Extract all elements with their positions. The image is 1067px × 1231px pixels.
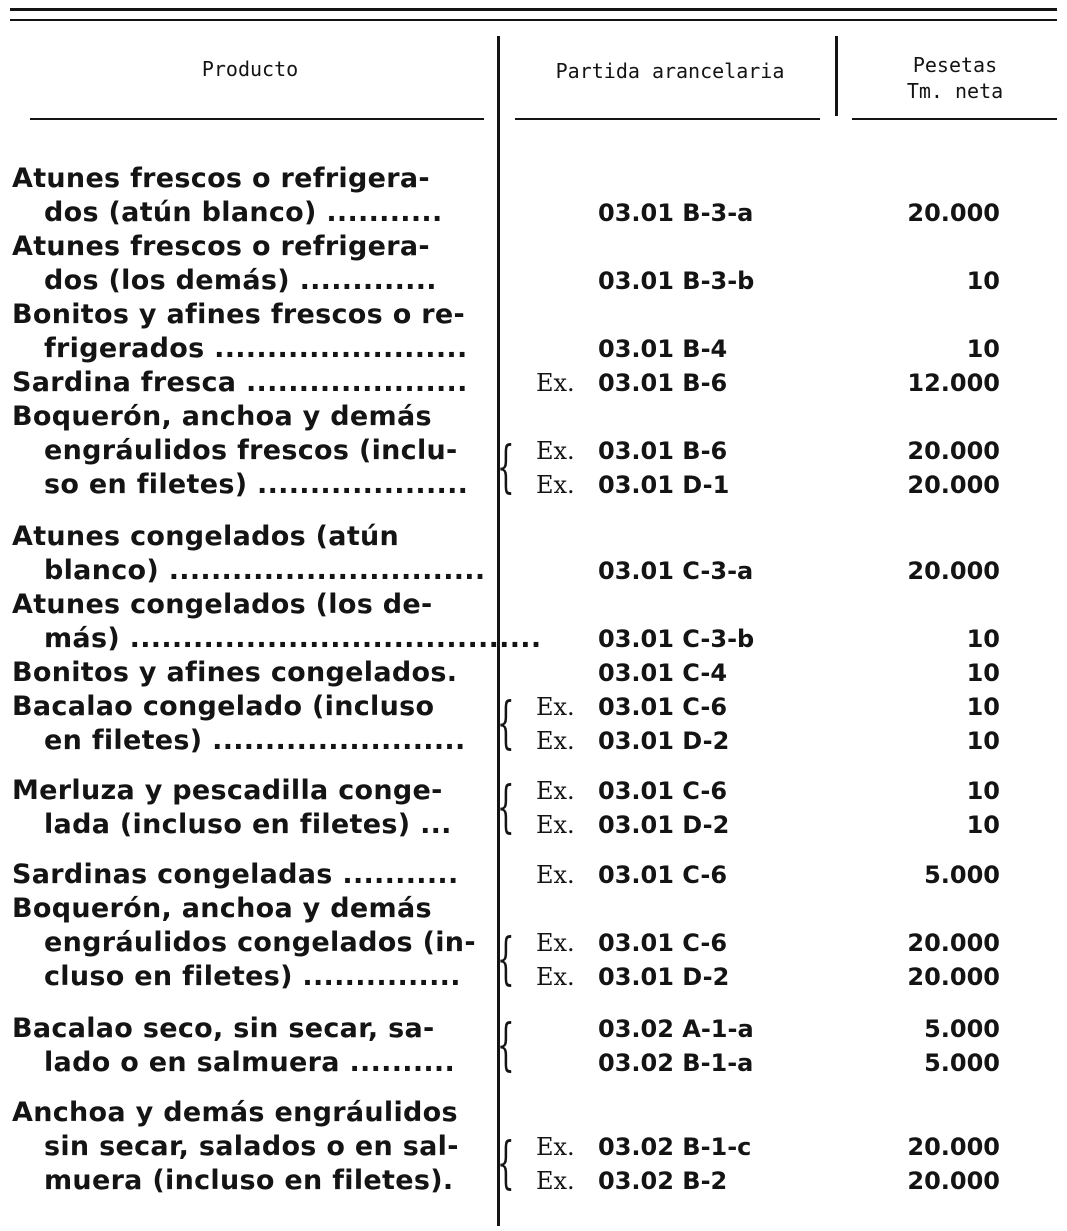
header-pesetas-line2: Tm. neta bbox=[906, 79, 1004, 103]
product-cell bbox=[12, 690, 488, 758]
code-value: 03.01 D-2 bbox=[598, 811, 730, 839]
pesetas-value: 20.000 bbox=[907, 1133, 1000, 1161]
product-cell bbox=[12, 298, 488, 366]
ex-prefix: Ex. bbox=[536, 471, 575, 499]
product-line: Sardina fresca ..................... bbox=[12, 367, 468, 398]
product-line: en filetes) ........................ bbox=[44, 725, 466, 756]
pesetas-value: 10 bbox=[966, 693, 1000, 721]
product-line: Atunes frescos o refrigera- bbox=[12, 231, 430, 262]
code-value: 03.02 A-1-a bbox=[598, 1015, 754, 1043]
product-line: Atunes congelados (los de- bbox=[12, 589, 433, 620]
product-line: Anchoa y demás engráulidos bbox=[12, 1097, 458, 1128]
code-value: 03.01 C-6 bbox=[598, 929, 728, 957]
pesetas-value: 10 bbox=[966, 811, 1000, 839]
pesetas-value: 10 bbox=[966, 727, 1000, 755]
pesetas-value: 10 bbox=[966, 625, 1000, 653]
brace-icon: { bbox=[496, 1131, 515, 1196]
code-value: 03.01 D-1 bbox=[598, 471, 730, 499]
code-value: 03.01 C-6 bbox=[598, 861, 728, 889]
code-value: 03.01 B-3-b bbox=[598, 267, 755, 295]
code-value: 03.02 B-1-a bbox=[598, 1049, 754, 1077]
brace-icon: { bbox=[496, 927, 515, 992]
product-line: Bacalao seco, sin secar, sa- bbox=[12, 1013, 435, 1044]
header-underline-producto bbox=[30, 118, 484, 120]
column-separator-right bbox=[835, 36, 838, 116]
tariff-code bbox=[536, 926, 836, 960]
tariff-code bbox=[536, 332, 836, 366]
ex-prefix: Ex. bbox=[536, 369, 575, 397]
tariff-code bbox=[536, 774, 836, 808]
code-value: 03.01 C-3-a bbox=[598, 557, 754, 585]
code-value: 03.01 B-3-a bbox=[598, 199, 754, 227]
pesetas-value: 10 bbox=[966, 267, 1000, 295]
pesetas-value: 5.000 bbox=[924, 1049, 1000, 1077]
ex-prefix: Ex. bbox=[536, 777, 575, 805]
tariff-code bbox=[536, 858, 836, 892]
tariff-code bbox=[536, 196, 836, 230]
ex-prefix: Ex. bbox=[536, 1167, 575, 1195]
product-line: Atunes frescos o refrigera- bbox=[12, 163, 430, 194]
code-value: 03.01 D-2 bbox=[598, 727, 730, 755]
tariff-code bbox=[536, 1130, 836, 1164]
tariff-code bbox=[536, 1012, 836, 1046]
ex-prefix: Ex. bbox=[536, 1133, 575, 1161]
tariff-code bbox=[536, 468, 836, 502]
tariff-code bbox=[536, 724, 836, 758]
ex-prefix: Ex. bbox=[536, 811, 575, 839]
tariff-code bbox=[536, 808, 836, 842]
product-cell bbox=[12, 774, 488, 842]
tariff-code bbox=[536, 1046, 836, 1080]
ex-prefix: Ex. bbox=[536, 437, 575, 465]
product-line: Atunes congelados (atún bbox=[12, 521, 400, 552]
product-line: blanco) .............................. bbox=[44, 555, 486, 586]
header-underline-pesetas bbox=[852, 118, 1057, 120]
product-line: Merluza y pescadilla conge- bbox=[12, 775, 443, 806]
product-line: sin secar, salados o en sal- bbox=[44, 1131, 459, 1162]
ex-prefix: Ex. bbox=[536, 963, 575, 991]
product-cell bbox=[12, 1096, 488, 1198]
product-cell bbox=[12, 162, 488, 230]
pesetas-value: 12.000 bbox=[907, 369, 1000, 397]
pesetas-value: 5.000 bbox=[924, 1015, 1000, 1043]
product-cell bbox=[12, 892, 488, 994]
code-value: 03.01 D-2 bbox=[598, 963, 730, 991]
product-cell bbox=[12, 1012, 488, 1080]
product-line: Bonitos y afines frescos o re- bbox=[12, 299, 466, 330]
top-rule bbox=[10, 8, 1057, 11]
code-value: 03.01 B-6 bbox=[598, 437, 728, 465]
pesetas-value: 10 bbox=[966, 659, 1000, 687]
pesetas-value: 20.000 bbox=[907, 199, 1000, 227]
product-line: más) ....................................... bbox=[44, 623, 542, 654]
tariff-code bbox=[536, 960, 836, 994]
brace-icon: { bbox=[496, 435, 515, 500]
product-cell bbox=[12, 520, 488, 588]
ex-prefix: Ex. bbox=[536, 693, 575, 721]
tariff-code bbox=[536, 264, 836, 298]
header-partida: Partida arancelaria bbox=[555, 59, 785, 83]
code-value: 03.01 C-6 bbox=[598, 693, 728, 721]
brace-icon: { bbox=[496, 775, 515, 840]
code-value: 03.01 B-4 bbox=[598, 335, 728, 363]
product-line: Bonitos y afines congelados. bbox=[12, 657, 458, 688]
pesetas-value: 20.000 bbox=[907, 929, 1000, 957]
tariff-code bbox=[536, 1164, 836, 1198]
pesetas-value: 20.000 bbox=[907, 471, 1000, 499]
product-cell bbox=[12, 858, 488, 892]
header-pesetas-line1: Pesetas bbox=[912, 53, 998, 77]
brace-icon: { bbox=[496, 1013, 515, 1078]
brace-icon: { bbox=[496, 691, 515, 756]
top-rule-second bbox=[10, 19, 1057, 21]
code-value: 03.02 B-2 bbox=[598, 1167, 728, 1195]
code-value: 03.02 B-1-c bbox=[598, 1133, 752, 1161]
tariff-code bbox=[536, 434, 836, 468]
pesetas-value: 20.000 bbox=[907, 557, 1000, 585]
header-underline-partida bbox=[515, 118, 820, 120]
pesetas-value: 20.000 bbox=[907, 1167, 1000, 1195]
pesetas-value: 10 bbox=[966, 335, 1000, 363]
tariff-code bbox=[536, 366, 836, 400]
product-line: dos (atún blanco) ........... bbox=[44, 197, 443, 228]
code-value: 03.01 C-6 bbox=[598, 777, 728, 805]
tariff-code bbox=[536, 656, 836, 690]
pesetas-value: 5.000 bbox=[924, 861, 1000, 889]
code-value: 03.01 B-6 bbox=[598, 369, 728, 397]
header-pesetas bbox=[855, 52, 1055, 104]
product-line: lada (incluso en filetes) ... bbox=[44, 809, 452, 840]
product-cell bbox=[12, 656, 488, 690]
ex-prefix: Ex. bbox=[536, 929, 575, 957]
product-line: Boquerón, anchoa y demás bbox=[12, 893, 432, 924]
product-cell bbox=[12, 366, 488, 400]
product-cell bbox=[12, 400, 488, 502]
product-line: engráulidos frescos (inclu- bbox=[44, 435, 458, 466]
pesetas-value: 10 bbox=[966, 777, 1000, 805]
product-line: frigerados ........................ bbox=[44, 333, 468, 364]
tariff-code bbox=[536, 690, 836, 724]
product-line: lado o en salmuera .......... bbox=[44, 1047, 456, 1078]
product-line: cluso en filetes) ............... bbox=[44, 961, 461, 992]
code-value: 03.01 C-3-b bbox=[598, 625, 755, 653]
ex-prefix: Ex. bbox=[536, 861, 575, 889]
product-cell bbox=[12, 588, 542, 656]
ex-prefix: Ex. bbox=[536, 727, 575, 755]
code-value: 03.01 C-4 bbox=[598, 659, 728, 687]
product-line: Boquerón, anchoa y demás bbox=[12, 401, 432, 432]
product-cell bbox=[12, 230, 488, 298]
product-line: Bacalao congelado (incluso bbox=[12, 691, 435, 722]
product-line: Sardinas congeladas ........... bbox=[12, 859, 459, 890]
pesetas-value: 20.000 bbox=[907, 437, 1000, 465]
tariff-code bbox=[536, 554, 836, 588]
product-line: engráulidos congelados (in- bbox=[44, 927, 476, 958]
pesetas-value: 20.000 bbox=[907, 963, 1000, 991]
product-line: dos (los demás) ............. bbox=[44, 265, 437, 296]
header-producto: Producto bbox=[201, 57, 299, 81]
product-line: muera (incluso en filetes). bbox=[44, 1165, 454, 1196]
product-line: so en filetes) .................... bbox=[44, 469, 469, 500]
tariff-code bbox=[536, 622, 836, 656]
